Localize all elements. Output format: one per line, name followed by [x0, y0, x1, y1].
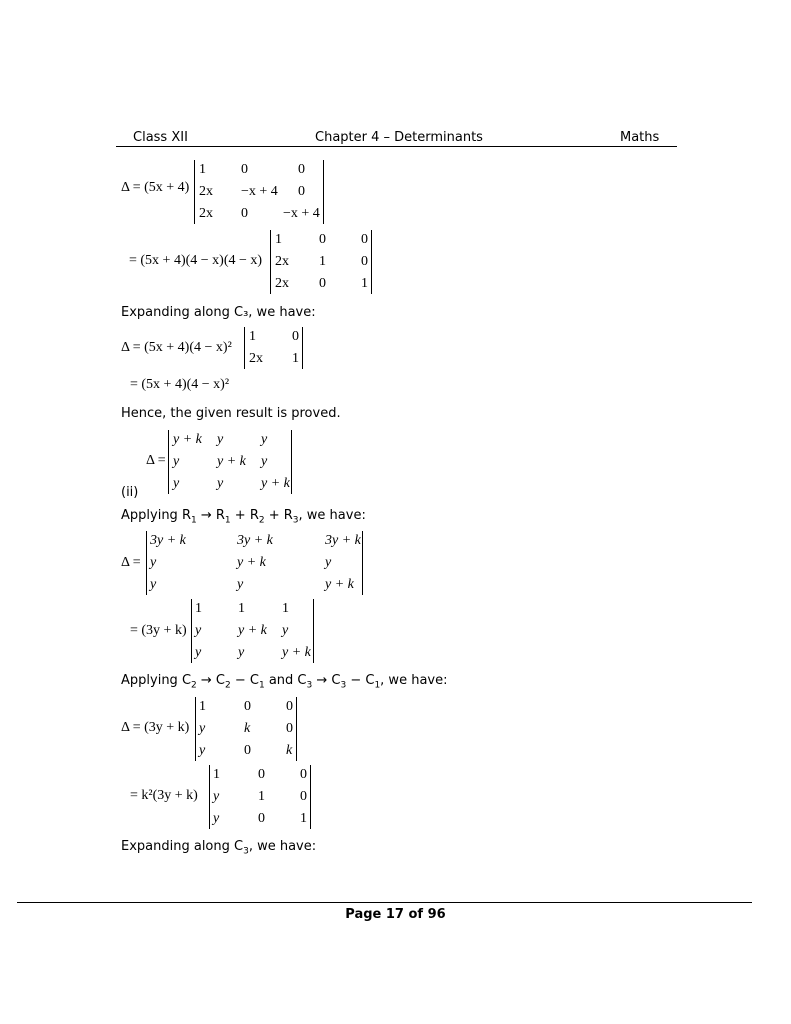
det-cell: y [195, 645, 202, 660]
eq5-prefix: Δ = [146, 453, 166, 468]
header-subject: Maths [620, 130, 660, 145]
det-cell: 1 [249, 329, 256, 344]
det-cell: 1 [282, 601, 289, 616]
det-cell: 3y + k [150, 533, 186, 548]
det-cell: 0 [319, 276, 326, 291]
det-cell: 2x [275, 276, 289, 291]
eq1-prefix: Δ = (5x + 4) [121, 180, 190, 195]
det-cell: y [282, 623, 289, 638]
det-cell: 0 [361, 254, 368, 269]
det-cell: k [286, 743, 293, 758]
det-cell: y [199, 721, 206, 736]
det-cell: 0 [244, 699, 251, 714]
det-cell: y + k [325, 577, 354, 592]
det-cell: y [237, 577, 244, 592]
eq9-determinant [209, 765, 311, 829]
eq4: = (5x + 4)(4 − x)² [130, 377, 230, 392]
det-cell: 0 [300, 789, 307, 804]
det-cell: 1 [199, 162, 206, 177]
det-cell: 0 [361, 232, 368, 247]
det-cell: 2x [199, 184, 213, 199]
det-cell: y [238, 645, 245, 660]
det-cell: y [195, 623, 202, 638]
det-cell: y [217, 476, 224, 491]
det-cell: 0 [258, 811, 265, 826]
eq8-determinant [195, 697, 297, 761]
eq5-determinant [168, 430, 292, 494]
eq9-prefix: = k²(3y + k) [130, 788, 198, 803]
eq2-prefix: = (5x + 4)(4 − x)(4 − x) [129, 253, 263, 268]
det-cell: y + k [173, 432, 202, 447]
det-cell: y [199, 743, 206, 758]
footer-rule [17, 902, 752, 903]
eq7-prefix: = (3y + k) [130, 623, 187, 638]
det-cell: 0 [241, 162, 248, 177]
apply-c2-c3-text: Applying $C_2 \to C_2 - C_1$ and $C_3 \to C_3 - C_1$, we have: [121, 673, 448, 691]
det-cell: 1 [258, 789, 265, 804]
apply-r1-text: Applying $R_1 \to R_1 + R_2 + R_3$, we have: [121, 508, 366, 526]
det-cell: 2x [275, 254, 289, 269]
det-cell: 1 [213, 767, 220, 782]
det-cell: 1 [292, 351, 299, 366]
eq8-prefix: Δ = (3y + k) [121, 720, 190, 735]
det-cell: −x + 4 [241, 184, 278, 199]
det-cell: y + k [282, 645, 311, 660]
det-cell: 1 [238, 601, 245, 616]
det-cell: 1 [361, 276, 368, 291]
det-cell: 0 [241, 206, 248, 221]
det-cell: 0 [286, 699, 293, 714]
eq3-determinant [244, 327, 303, 369]
det-cell: 0 [298, 184, 305, 199]
det-cell: y [150, 577, 157, 592]
eq7-determinant [191, 599, 314, 663]
det-cell: 0 [298, 162, 305, 177]
header-rule [116, 146, 677, 147]
det-cell: 1 [195, 601, 202, 616]
eq3-prefix: Δ = (5x + 4)(4 − x)² [121, 340, 232, 355]
det-cell: y + k [261, 476, 290, 491]
eq6-prefix: Δ = [121, 555, 141, 570]
det-cell: −x + 4 [283, 206, 320, 221]
det-cell: y + k [238, 623, 267, 638]
det-cell: 1 [275, 232, 282, 247]
page-number: Page 17 of 96 [345, 907, 446, 922]
eq2-determinant [270, 230, 372, 294]
result-text: Hence, the given result is proved. [121, 406, 341, 421]
det-cell: 3y + k [325, 533, 361, 548]
det-cell: 0 [319, 232, 326, 247]
header-class: Class XII [133, 130, 188, 145]
det-cell: 0 [244, 743, 251, 758]
det-cell: y [213, 811, 220, 826]
det-cell: 3y + k [237, 533, 273, 548]
det-cell: 0 [286, 721, 293, 736]
det-cell: y [173, 454, 180, 469]
det-cell: 1 [199, 699, 206, 714]
det-cell: y [173, 476, 180, 491]
det-cell: y + k [237, 555, 266, 570]
det-cell: y + k [217, 454, 246, 469]
det-cell: y [325, 555, 332, 570]
det-cell: 2x [199, 206, 213, 221]
det-cell: 1 [319, 254, 326, 269]
det-cell: 0 [300, 767, 307, 782]
det-cell: 0 [292, 329, 299, 344]
expand-c3-text-2: Expanding along $C_3$, we have: [121, 839, 317, 857]
part-ii-label: (ii) [121, 485, 139, 500]
expand-c3-text: Expanding along C₃, we have: [121, 305, 316, 320]
det-cell: 2x [249, 351, 263, 366]
det-cell: 0 [258, 767, 265, 782]
eq6-determinant [146, 531, 363, 595]
eq1-determinant [194, 160, 324, 224]
det-cell: y [217, 432, 224, 447]
det-cell: y [213, 789, 220, 804]
header-chapter: Chapter 4 – Determinants [315, 130, 483, 145]
det-cell: y [261, 454, 268, 469]
det-cell: k [244, 721, 251, 736]
det-cell: 1 [300, 811, 307, 826]
det-cell: y [150, 555, 157, 570]
det-cell: y [261, 432, 268, 447]
